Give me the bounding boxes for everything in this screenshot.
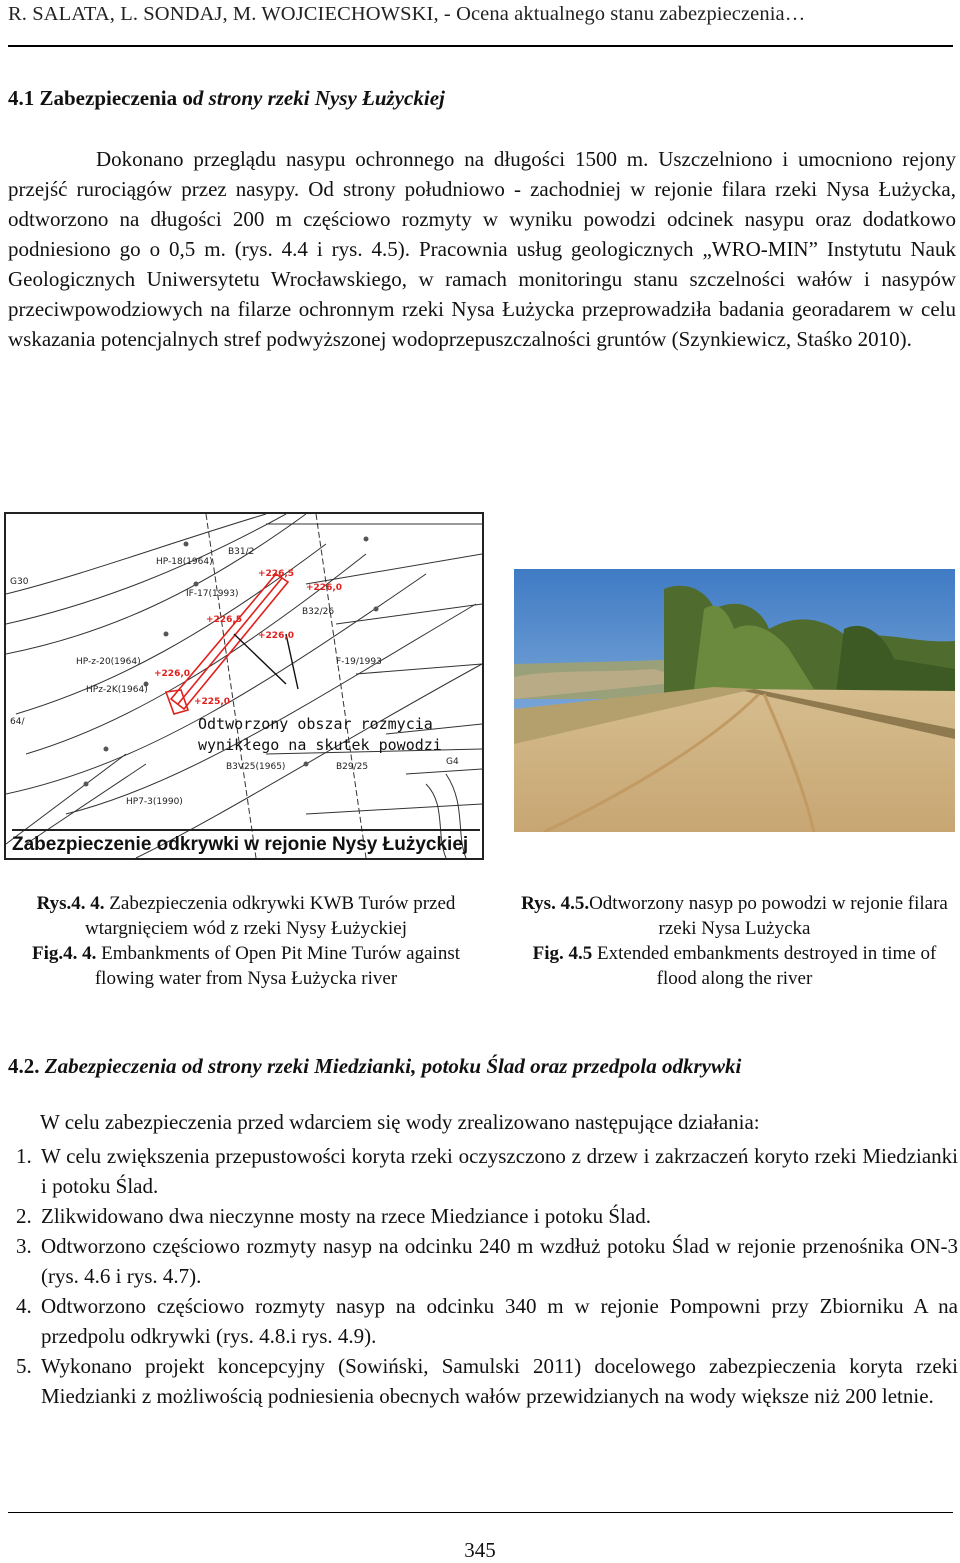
map-annotation-line: wynikłego na skutek powodzi [198,736,442,754]
running-head: R. SALATA, L. SONDAJ, M. WOJCIECHOWSKI, - Ocena aktualnego stanu zabezpieczenia… [8,3,806,25]
section-number: 4.1 [8,86,40,110]
elevation-label: +226,5 [206,615,243,625]
caption-label: Fig. 4.5 [532,943,593,964]
plot-label: G4 [446,757,459,767]
list-text: Zlikwidowano dwa nieczynne mosty na rzece Miedziance i potoku Ślad. [41,1204,651,1228]
paragraph-text: Dokonano przeglądu nasypu ochronnego na długości 1500 m. Uszczelniono i umocniono rejony przejść rurociągów przez nasypy. Od strony południowo - zachodniej w rejonie filara rzeki Nysa Łużycka, odtworzono na długości 200 m częściowo rozmyty w wyniku powodzi odcinek nasypu oraz dodatkowo podniesiono go o 0,5 m. (rys. 4.4 i rys. 4.5). Pracownia usług geologicznych „WRO-MIN” Instytutu Nauk Geologicznych Uniwersytetu Wrocławskiego, w ramach monitoringu stanu szczelności wałów i nasypów przeciwpowodziowych na filarze ochronnym rzeki Nysa Łużycka przeprowadziła badania georadarem w celu wskazania potencjalnych stref podwyższonej wodoprzepuszczalności gruntów (Szynkiewicz, Staśko 2010). [8,147,956,351]
plot-label: IF-17(1993) [186,589,239,599]
list-number: 1. [16,1144,32,1168]
caption-text: Embankments of Open Pit Mine Turów against flowing water from Nysa Łużycka river [94,943,461,989]
measures-list [8,1141,958,1411]
plot-label: B29/25 [336,762,369,772]
plot-label: G30 [10,577,29,587]
plot-label: B32/26 [302,607,335,617]
photo-image [514,569,955,832]
caption-polish [514,891,955,941]
list-number: 2. [16,1204,32,1228]
list-item [8,1141,958,1201]
figure-embankment-map [4,512,484,860]
caption-label: Fig.4. 4. [31,943,97,964]
section-title-italic: Zabezpieczenia od strony rzeki Miedzianki, potoku Ślad oraz przedpola odkrywki [44,1054,742,1078]
list-text: Wykonano projekt koncepcyjny (Sowiński, Samulski 2011) docelowego zabezpieczenia koryta rzeki Miedzianki z możliwością podniesienia obecnych wałów przewidzianych na wody większe niż 200 letnie. [41,1354,958,1408]
caption-label: Rys. 4.5. [521,893,590,914]
elevation-label: +226,0 [258,631,295,641]
list-text: Odtworzono częściowo rozmyty nasyp na odcinku 240 m wzdłuż potoku Ślad w rejonie przenośnika ON-3 (rys. 4.6 i rys. 4.7). [41,1234,958,1288]
section-number: 4.2. [8,1054,45,1078]
plot-label: B3V25(1965) [226,762,286,772]
caption-text: Extended embankments destroyed in time of flood along the river [592,943,937,989]
plot-label: HP-18(1964) [156,557,213,567]
figure-embankment-photo [514,569,955,832]
map-annotation [198,714,448,756]
caption-text: Zabezpieczenia odkrywki KWB Turów przed wtargnięciem wód z rzeki Nysy Łużyckiej [84,893,456,939]
section-4-1-heading [8,86,445,111]
caption-polish [8,891,484,941]
caption-english [8,941,484,991]
map-bottom-caption: Zabezpieczenie odkrywki w rejonie Nysy Łużyckiej [12,829,480,856]
list-item [8,1201,958,1231]
body-paragraph [8,144,956,354]
list-number: 4. [16,1294,32,1318]
section-title-plain: Zabezpieczenia o [39,86,193,110]
list-item [8,1291,958,1351]
elevation-label: +226,0 [154,669,191,679]
plot-label: F-19/1993 [336,657,382,667]
elevation-label: +225,0 [194,697,231,707]
plot-label: HPz-2K(1964) [86,685,148,695]
list-intro: W celu zabezpieczenia przed wdarciem się wody zrealizowano następujące działania: [40,1110,760,1134]
list-text: Odtworzono częściowo rozmyty nasyp na odcinku 340 m w rejonie Pompowni przy Zbiorniku A na przedpolu odkrywki (rys. 4.8.i rys. 4.9). [41,1294,958,1348]
caption-text: Odtworzony nasyp po powodzi w rejonie filara rzeki Nysa Lużycka [589,893,948,939]
plot-label: HP-z-20(1964) [76,657,141,667]
plot-label: B31/2 [228,547,255,557]
elevation-label: +226,0 [306,583,343,593]
page-number: 345 [464,1538,496,1562]
list-number: 5. [16,1354,32,1378]
figure-4-5-caption [514,891,955,991]
map-annotation-line: Odtworzony obszar rozmycia [198,715,433,733]
plot-label: HP7-3(1990) [126,797,183,807]
caption-english [514,941,955,991]
figure-4-4-caption [8,891,484,991]
header-rule [8,45,953,47]
caption-label: Rys.4. 4. [36,893,105,914]
section-title-italic: d strony rzeki Nysy Łużyckiej [192,86,445,110]
list-text: W celu zwiększenia przepustowości koryta rzeki oczyszczono z drzew i zakrzaczeń koryto rzeki Miedzianki i potoku Ślad. [41,1144,958,1198]
map-drawing [6,514,482,858]
list-item [8,1351,958,1411]
plot-label: 64/ [10,717,25,727]
list-number: 3. [16,1234,32,1258]
elevation-label: +226,5 [258,569,295,579]
footer-rule [8,1512,953,1513]
list-item [8,1231,958,1291]
section-4-2-heading [8,1054,741,1079]
